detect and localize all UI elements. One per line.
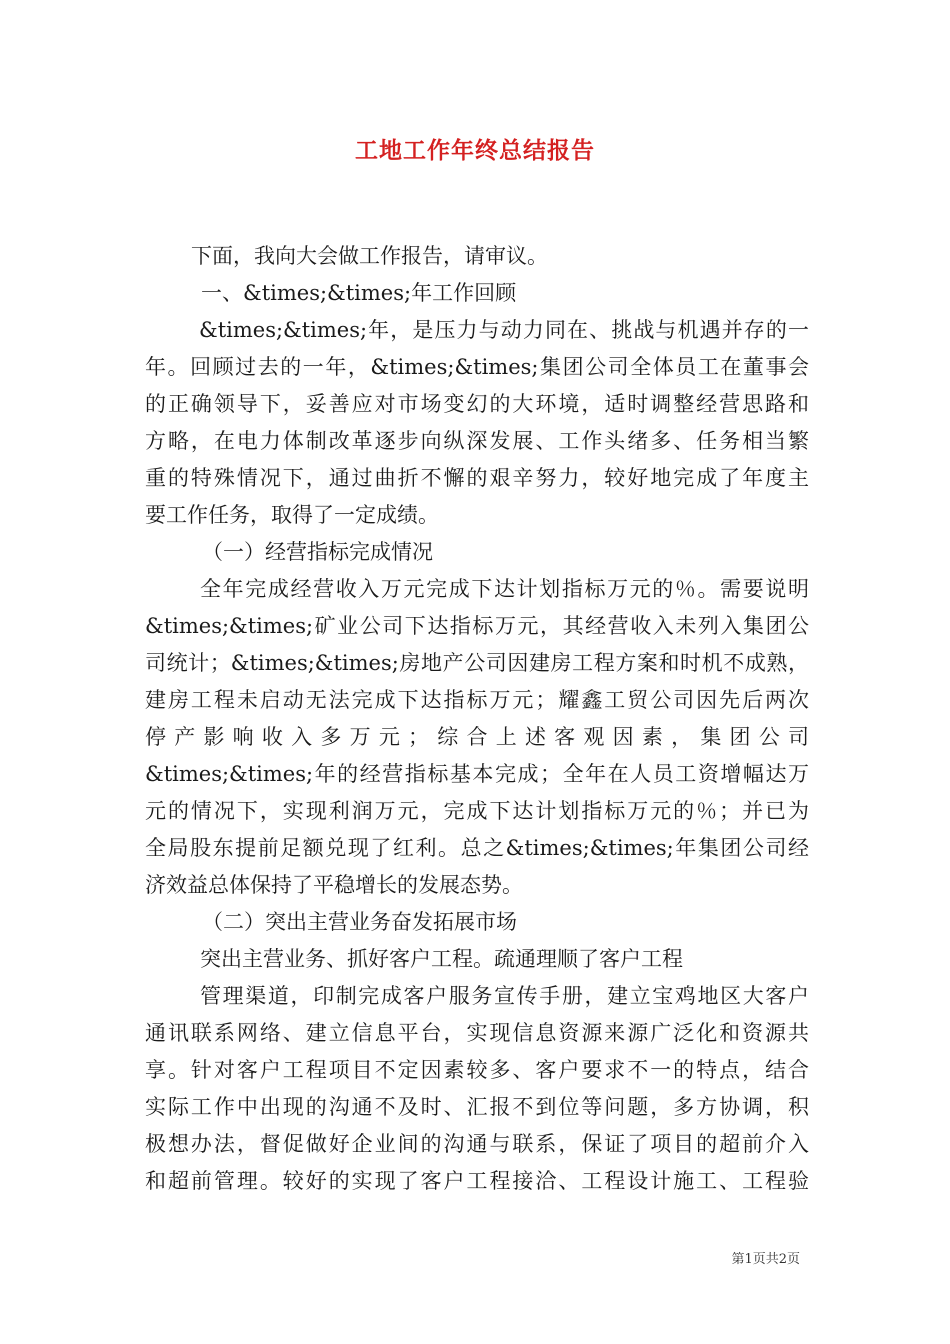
body-line: 司统计；&times;&times;房地产公司因建房工程方案和时机不成熟， <box>145 651 809 675</box>
body-line: 的正确领导下，妥善应对市场变幻的大环境，适时调整经营思路和 <box>145 392 809 416</box>
body-line: &times;&times;矿业公司下达指标万元，其经营收入未列入集团公 <box>145 614 809 638</box>
body-line: &times;&times;年的经营指标基本完成；全年在人员工资增幅达万 <box>145 762 809 786</box>
body-line: 方略，在电力体制改革逐步向纵深发展、工作头绪多、任务相当繁 <box>145 429 809 453</box>
body-line: 停产影响收入多万元；综合上述客观因素，集团公司 <box>145 725 809 749</box>
body-line: 极想办法，督促做好企业间的沟通与联系，保证了项目的超前介入 <box>145 1132 809 1156</box>
body-line: 济效益总体保持了平稳增长的发展态势。 <box>145 873 523 897</box>
body-line: 突出主营业务、抓好客户工程。疏通理顺了客户工程 <box>200 947 683 971</box>
body-line: 重的特殊情况下，通过曲折不懈的艰辛努力，较好地完成了年度主 <box>145 466 809 490</box>
body-line: &times;&times;年，是压力与动力同在、挑战与机遇并存的一 <box>199 318 809 342</box>
body-line: 和超前管理。较好的实现了客户工程接洽、工程设计施工、工程验 <box>145 1169 809 1193</box>
body-line: 建房工程未启动无法完成下达指标万元；耀鑫工贸公司因先后两次 <box>145 688 809 712</box>
body-line: 元的情况下，实现利润万元，完成下达计划指标万元的％；并已为 <box>145 799 809 823</box>
section-heading: 一、&times;&times;年工作回顾 <box>201 281 517 305</box>
body-line: 管理渠道，印制完成客户服务宣传手册，建立宝鸡地区大客户 <box>200 984 809 1008</box>
body-line: 全局股东提前足额兑现了红利。总之&times;&times;年集团公司经 <box>145 836 809 860</box>
page-number: 第1页共2页 <box>731 1252 800 1267</box>
subsection-heading: （二）突出主营业务奋发拓展市场 <box>202 910 517 934</box>
body-line: 要工作任务，取得了一定成绩。 <box>145 503 439 527</box>
body-line: 享。针对客户工程项目不定因素较多、客户要求不一的特点，结合 <box>145 1058 809 1082</box>
body-line: 年。回顾过去的一年，&times;&times;集团公司全体员工在董事会 <box>145 355 809 379</box>
body-line: 实际工作中出现的沟通不及时、汇报不到位等问题，多方协调，积 <box>145 1095 809 1119</box>
subsection-heading: （一）经营指标完成情况 <box>202 540 433 564</box>
body-line: 下面，我向大会做工作报告，请审议。 <box>191 244 548 268</box>
document-title: 工地工作年终总结报告 <box>355 137 595 164</box>
body-line: 通讯联系网络、建立信息平台，实现信息资源来源广泛化和资源共 <box>145 1021 809 1045</box>
body-line: 全年完成经营收入万元完成下达计划指标万元的％。需要说明 <box>200 577 809 601</box>
